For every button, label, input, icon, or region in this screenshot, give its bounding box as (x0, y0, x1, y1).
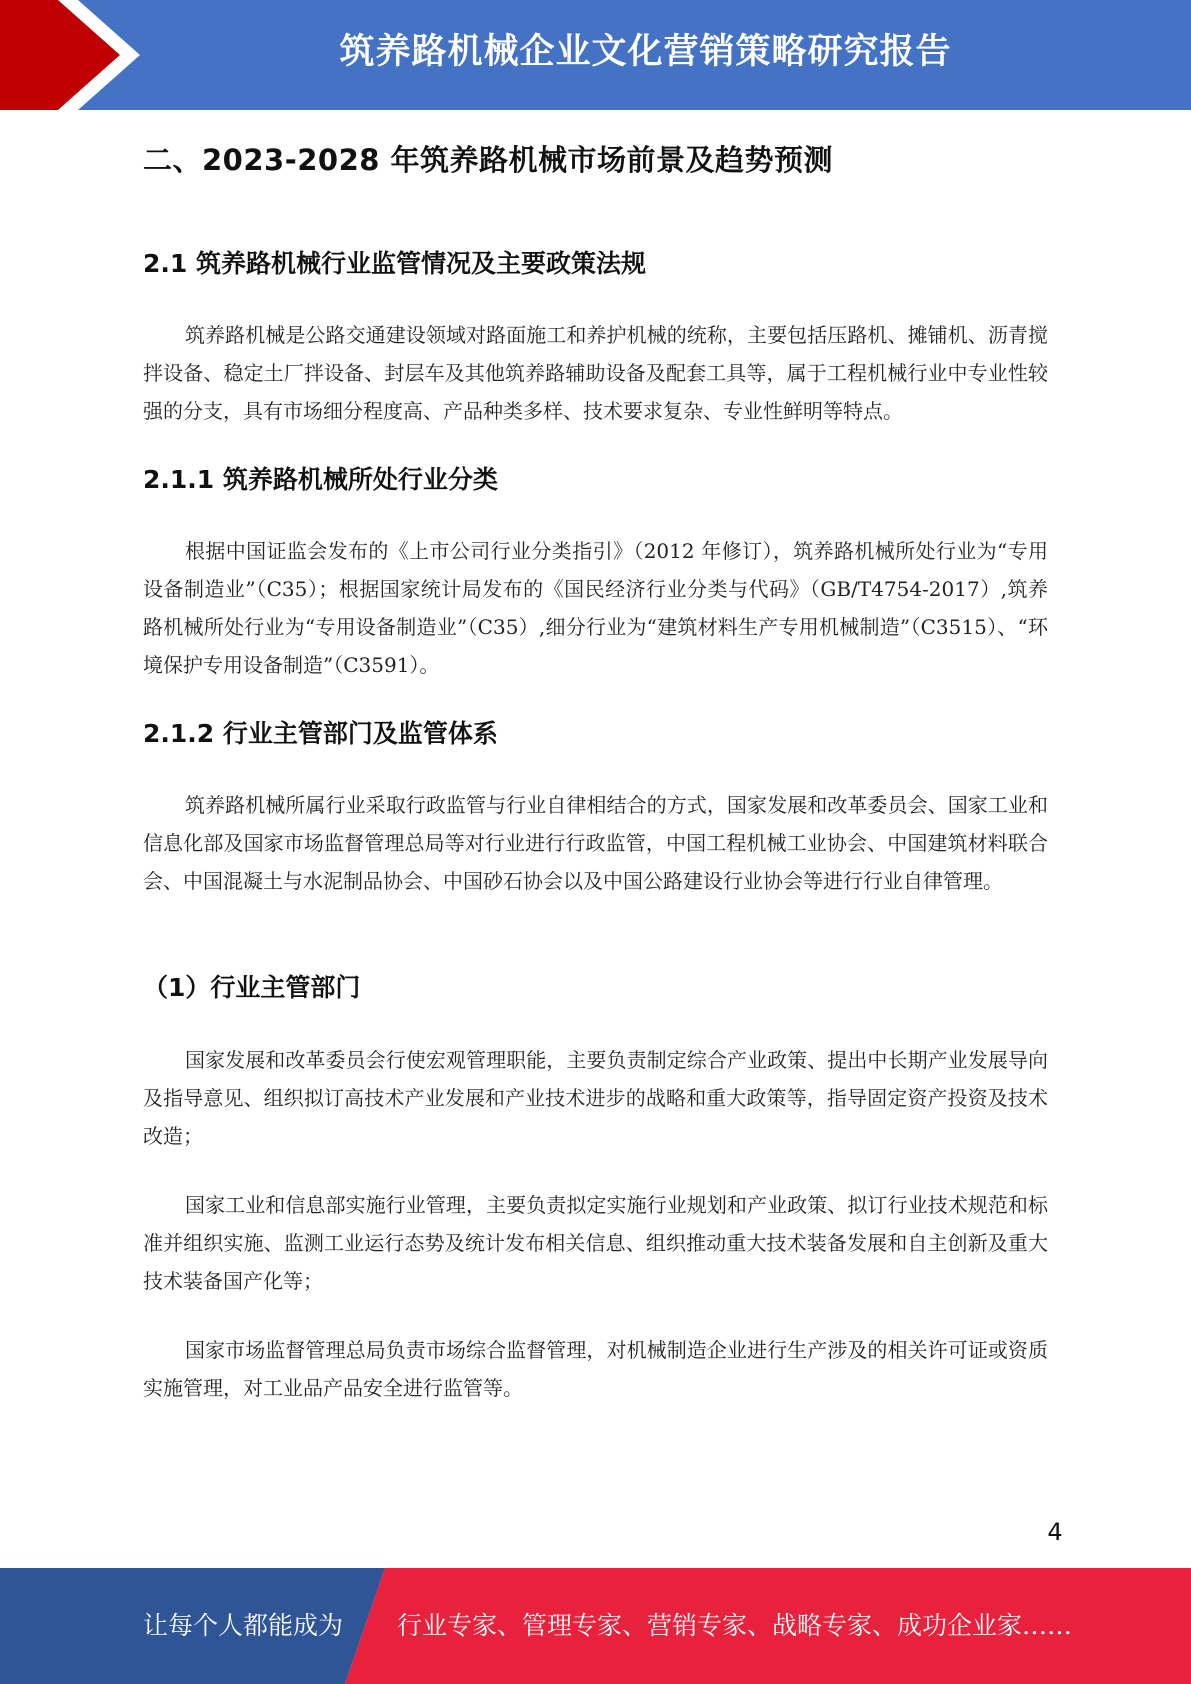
paragraph: 国家工业和信息部实施行业管理，主要负责拟定实施行业规划和产业政策、拟订行业技术规范和标准并组织实施、监测工业运行态势及统计发布相关信息、组织推动重大技术装备发展和自主创新及重大技术装备国产化等； (143, 1193, 1048, 1293)
paragraph: 国家市场监督管理总局负责市场综合监督管理，对机械制造企业进行生产涉及的相关许可证或资质实施管理，对工业品产品安全进行监管等。 (143, 1338, 1048, 1400)
paragraph: 国家发展和改革委员会行使宏观管理职能，主要负责制定综合产业政策、提出中长期产业发展导向及指导意见、组织拟订高技术产业发展和产业技术进步的战略和重大政策等，指导固定资产投资及技术改造； (143, 1048, 1048, 1148)
header-banner (0, 0, 1191, 110)
report-title: 筑养路机械企业文化营销策略研究报告 (339, 32, 952, 72)
paragraph: 筑养路机械是公路交通建设领域对路面施工和养护机械的统称，主要包括压路机、摊铺机、沥青搅拌设备、稳定土厂拌设备、封层车及其他筑养路辅助设备及配套工具等，属于工程机械行业中专业性较强的分支，具有市场细分程度高、产品种类多样、技术要求复杂、专业性鲜明等特点。 (143, 323, 1048, 423)
paragraph: 根据中国证监会发布的《上市公司行业分类指引》（2012 年修订），筑养路机械所处行业为“专用设备制造业”（C35）；根据国家统计局发布的《国民经济行业分类与代码》（GB/T4754-2017）,筑养路机械所处行业为“专用设备制造业”（C35）,细分行业为“建筑材料生产专用机械制造”（C3515）、“环境保护专用设备制造”（C3591）。 (143, 539, 1048, 677)
subsection-heading: 2.1.2 行业主管部门及监管体系 (143, 719, 498, 748)
subsection-heading: 2.1 筑养路机械行业监管情况及主要政策法规 (143, 249, 646, 278)
chevron-arrow-icon (0, 0, 160, 110)
section-title: 二、2023-2028 年筑养路机械市场前景及趋势预测 (143, 143, 834, 177)
paragraph: 筑养路机械所属行业采取行政监管与行业自律相结合的方式，国家发展和改革委员会、国家工业和信息化部及国家市场监督管理总局等对行业进行行政监管，中国工程机械工业协会、中国建筑材料联合会、中国混凝土与水泥制品协会、中国砂石协会以及中国公路建设行业协会等进行行业自律管理。 (143, 793, 1048, 893)
footer-slogan-left: 让每个人都能成为 (143, 1611, 344, 1640)
page-number: 4 (1047, 1518, 1063, 1546)
subsection-heading: （1）行业主管部门 (143, 973, 361, 1002)
subsection-heading: 2.1.1 筑养路机械所处行业分类 (143, 465, 498, 494)
footer-slogan-right: 行业专家、管理专家、营销专家、战略专家、成功企业家…… (397, 1611, 1073, 1640)
footer-banner (0, 1568, 1191, 1684)
